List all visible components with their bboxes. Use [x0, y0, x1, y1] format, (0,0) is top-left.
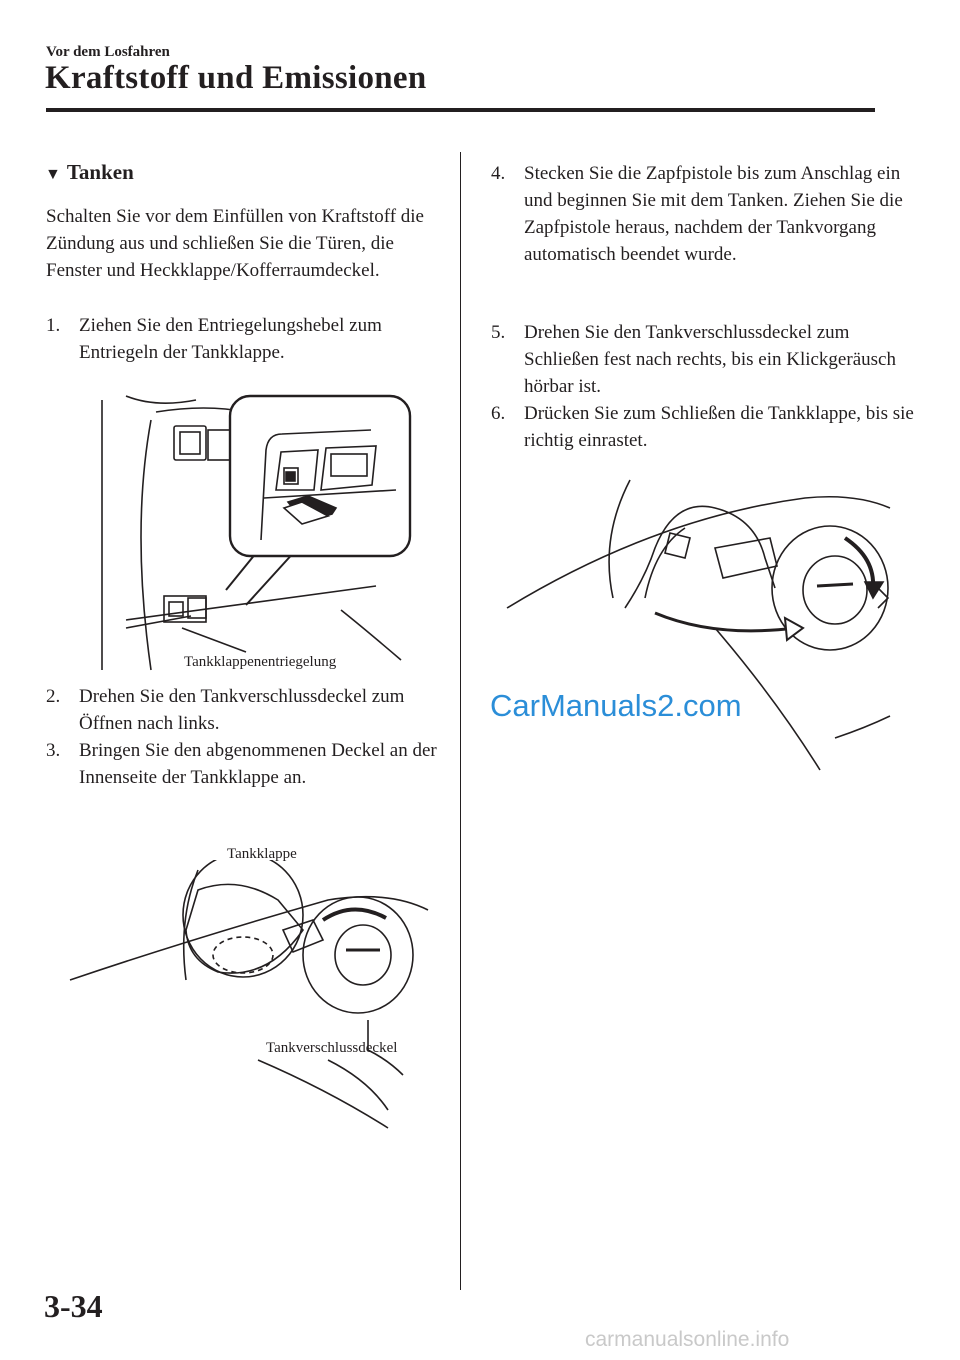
step-number: 5. — [491, 322, 506, 343]
callout-fuel-flap: Tankklappe — [227, 846, 297, 862]
footer-site-watermark: carmanualsonline.info — [585, 1328, 790, 1351]
step-1 — [46, 312, 459, 366]
triangle-down-icon: ▼ — [45, 166, 61, 183]
fuel-pump-icon — [286, 472, 295, 481]
step-6 — [491, 400, 924, 454]
step-text: Drücken Sie zum Schließen die Tankklappe, bis sie richtig einrastet. — [524, 403, 914, 451]
header-rule — [46, 108, 875, 112]
intro-paragraph: Schalten Sie vor dem Einfüllen von Kraftstoff die Zündung aus und schließen Sie die Türen, die Fenster und Heckklappe/Kofferraumdeckel. — [46, 206, 424, 281]
fuel-cap-open-illustration — [68, 860, 448, 1130]
step-2 — [46, 683, 459, 737]
callout-fuel-cap: Tankverschlussdeckel — [266, 1040, 398, 1056]
step-text: Drehen Sie den Tankverschlussdeckel zum Öffnen nach links. — [79, 686, 405, 734]
fuel-cap-close-illustration — [505, 478, 895, 778]
chapter-title: Kraftstoff und Emissionen — [45, 60, 427, 96]
step-number: 1. — [46, 315, 61, 336]
section-label: Vor dem Losfahren — [46, 44, 170, 60]
step-number: 4. — [491, 163, 506, 184]
section-heading — [45, 160, 134, 185]
column-divider — [460, 152, 461, 1290]
step-number: 2. — [46, 686, 61, 707]
step-3 — [46, 737, 459, 791]
step-text: Bringen Sie den abgenommenen Deckel an der Innenseite der Tankklappe an. — [79, 740, 437, 788]
section-heading-text: Tanken — [66, 160, 134, 184]
page-number: 3-34 — [44, 1288, 103, 1324]
step-text: Ziehen Sie den Entriegelungshebel zum Entriegeln der Tankklappe. — [79, 315, 382, 363]
step-4 — [491, 160, 924, 268]
step-text: Drehen Sie den Tankverschlussdeckel zum Schließen fest nach rechts, bis ein Klickgeräusch hörbar ist. — [524, 322, 896, 397]
step-5 — [491, 319, 924, 400]
watermark-text: CarManuals2.com — [490, 688, 742, 723]
step-number: 6. — [491, 403, 506, 424]
step-text: Stecken Sie die Zapfpistole bis zum Anschlag ein und beginnen Sie mit dem Tanken. Ziehen Sie die Zapfpistole heraus, nachdem der Tankvorgang automatisch beendet wurde. — [524, 163, 903, 265]
fuel-door-release-illustration — [96, 390, 416, 675]
step-number: 3. — [46, 740, 61, 761]
callout-fuel-door-release: Tankklappenentriegelung — [184, 654, 337, 670]
